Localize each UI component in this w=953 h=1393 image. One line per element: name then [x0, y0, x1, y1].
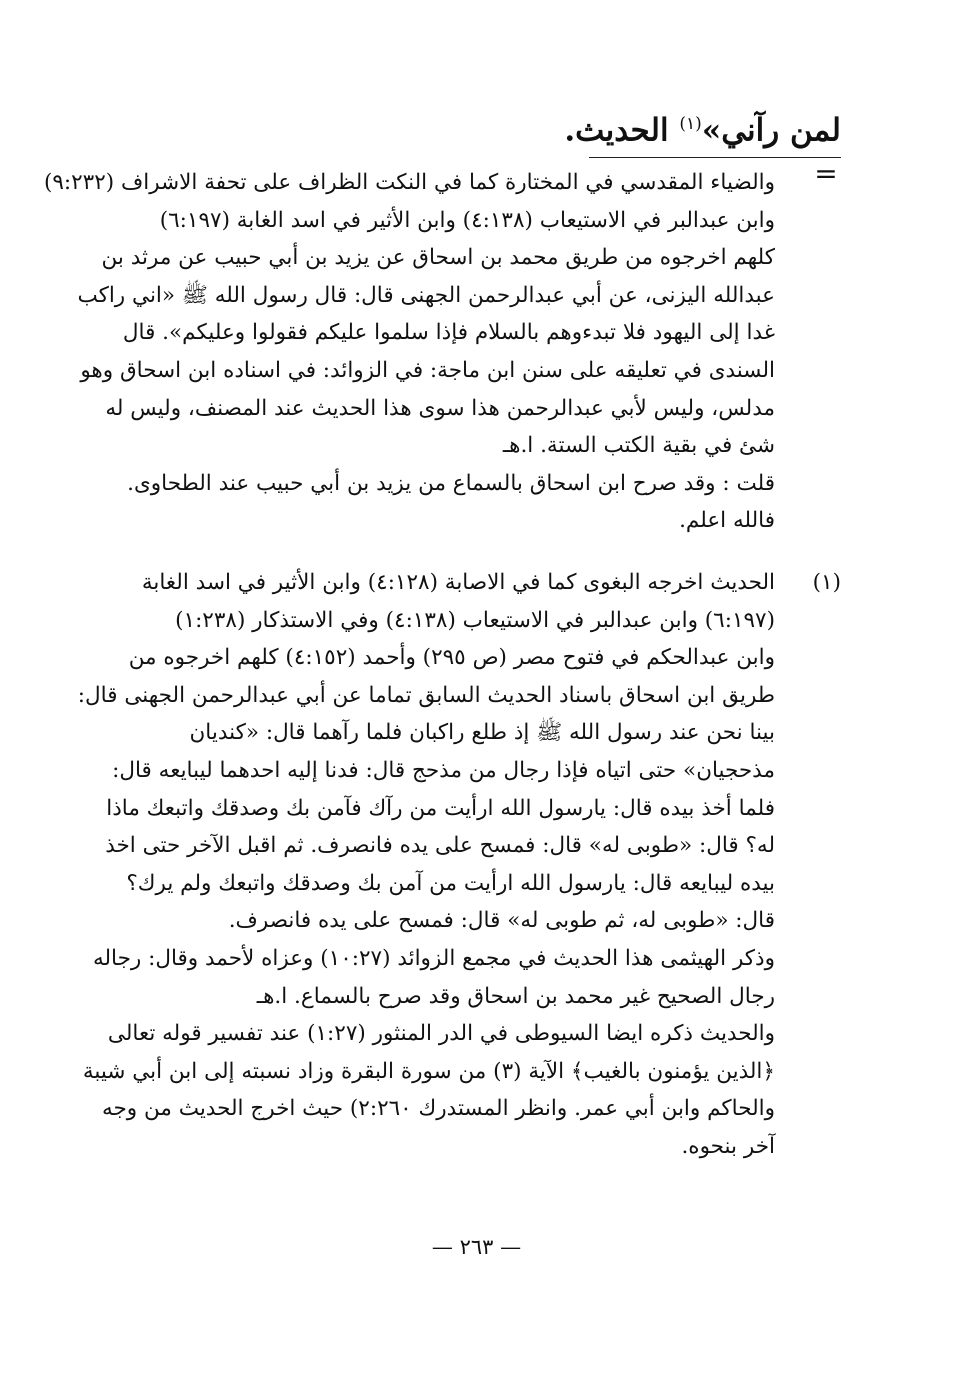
note-line: مدلس، وليس لأبي عبدالرحمن هذا سوى هذا الحديث عند المصنف، وليس له	[105, 395, 775, 421]
footnote-separator	[589, 157, 841, 158]
main-text-after-sup: الحديث.	[564, 112, 680, 149]
note-line: قلت : وقد صرح ابن اسحاق بالسماع من يزيد بن أبي حبيب عند الطحاوى.	[127, 470, 775, 496]
footnote-line: وابن عبدالحكم في فتوح مصر (ص ٢٩٥) وأحمد (٤:١٥٢) كلهم اخرجوه من	[128, 645, 775, 671]
footnote-line: ﴿الذين يؤمنون بالغيب﴾ الآية (٣) من سورة البقرة وزاد نسبته إلى ابن أبي شيبة	[82, 1058, 775, 1084]
footnote-line: وذكر الهيثمى هذا الحديث في مجمع الزوائد (١٠:٢٧) وعزاه لأحمد وقال: رجاله	[92, 945, 775, 971]
footnote-line: الحديث اخرجه البغوى كما في الاصابة (٤:١٢٨) وابن الأثير في اسد الغابة	[141, 570, 775, 595]
footnote-line: آخر بنحوه.	[681, 1133, 775, 1159]
footnote-1-block	[77, 564, 775, 1166]
footnote-line: والحديث ذكره ايضا السيوطى في الدر المنثور (١:٢٧) عند تفسير قوله تعالى	[107, 1021, 775, 1047]
footnote-line: قال: «طوبى له، ثم طوبى له» قال: فمسح على يده فانصرف.	[228, 908, 775, 934]
note-line: عبدالله اليزنى، عن أبي عبدالرحمن الجهنى قال: قال رسول الله ﷺ «اني راكب	[77, 282, 775, 308]
footnote-line: والحاكم وابن أبي عمر. وانظر المستدرك ٢:٢٦٠) حيث اخرج الحديث من وجه	[101, 1096, 775, 1122]
footnote-line: رجال الصحيح غير محمد بن اسحاق وقد صرح بالسماع. ا.هـ	[256, 983, 775, 1009]
main-text-continuation	[141, 104, 841, 150]
note-line: والضياء المقدسي في المختارة كما في النكت الظراف على تحفة الاشراف (٩:٢٣٢)	[43, 170, 775, 195]
footnote-line: (٦:١٩٧) وابن عبدالبر في الاستيعاب (٤:١٣٨) وفي الاستذكار (١:٢٣٨)	[175, 607, 775, 633]
page-number: — ٢٦٣ —	[431, 1235, 522, 1259]
footnote-line: بيده ليبايعه قال: يارسول الله ارأيت من آمن بك وصدقك واتبعك ولم يرك؟	[126, 870, 775, 896]
continuation-mark: =	[814, 157, 838, 190]
note-line: كلهم اخرجوه من طريق محمد بن اسحاق عن يزيد بن أبي حبيب عن مرثد بن	[101, 245, 775, 271]
continued-note-block	[43, 164, 775, 540]
main-text-before-sup: لمن رآني»	[701, 112, 841, 149]
footnote-line: مذحجيان» حتى اتياه فإذا رجال من مذحج قال: فدنا إليه احدهما ليبايعه قال:	[112, 757, 775, 783]
note-line: غدا إلى اليهود فلا تبدءوهم بالسلام فإذا سلموا عليكم فقولوا وعليكم». قال	[122, 320, 775, 346]
footnote-line: له؟ قال: «طوبى له» قال: فمسح على يده فانصرف. ثم اقبل الآخر حتى اخذ	[105, 833, 775, 859]
note-line: فالله اعلم.	[679, 508, 775, 534]
note-line: وابن عبدالبر في الاستيعاب (٤:١٣٨) وابن الأثير في اسد الغابة (٦:١٩٧)	[159, 207, 775, 233]
footnote-line: فلما أخذ بيده قال: يارسول الله ارأيت من رآك فآمن بك وصدقك واتبعك ماذا	[106, 795, 775, 821]
footnote-line: طريق ابن اسحاق باسناد الحديث السابق تماما عن أبي عبدالرحمن الجهنى قال:	[77, 682, 775, 708]
footnote-number: (١)	[812, 570, 841, 595]
footnote-reference-marker: (١)	[679, 114, 702, 134]
note-line: السندى في تعليقه على سنن ابن ماجة: في الزوائد: في اسناده ابن اسحاق وهو	[80, 357, 775, 383]
footnote-line: بينا نحن عند رسول الله ﷺ إذ طلع راكبان فلما رآهما قال: «كنديان	[189, 720, 775, 746]
note-line: شئ في بقية الكتب الستة. ا.هـ	[502, 433, 775, 459]
